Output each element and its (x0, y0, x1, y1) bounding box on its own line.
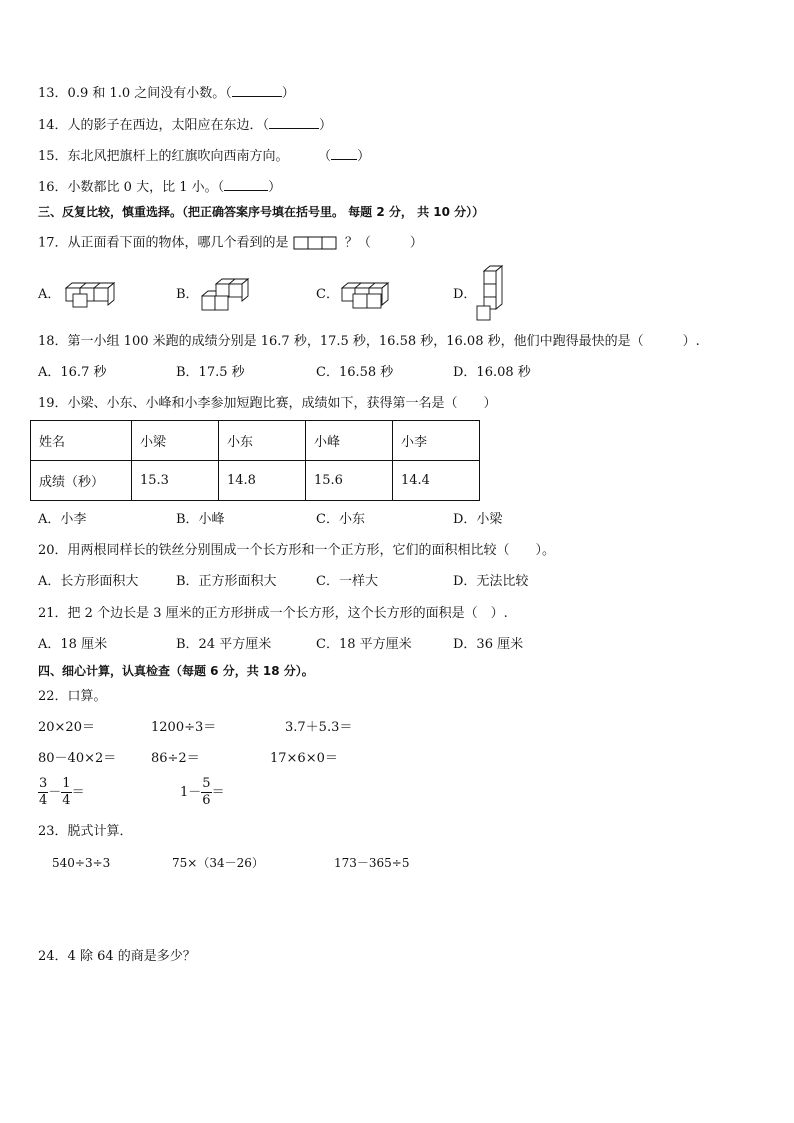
paren-close: ） (281, 86, 295, 101)
calc-item: 86÷2＝ (151, 751, 200, 766)
fraction (201, 776, 211, 809)
option-d: D．无法比较 (453, 574, 529, 589)
question-15 (38, 147, 370, 165)
option-c-label: C． (316, 287, 339, 302)
option-c: C．16.58 秒 (316, 365, 394, 380)
option-d: D．小梁 (453, 512, 503, 527)
three-squares-icon (293, 235, 341, 251)
table-cell: 姓名 (31, 421, 132, 461)
table-cell: 15.3 (132, 461, 219, 501)
question-17-tail: ？（ ） (344, 235, 423, 251)
numerator: 5 (202, 776, 211, 791)
option-c: C．小东 (316, 512, 365, 527)
question-18: 18．第一小组 100 米跑的成绩分别是 16.7 秒，17.5 秒，16.58 秒，16.08 秒，他们中跑得最快的是（ ）. (38, 334, 700, 349)
table-header-row (31, 421, 480, 461)
option-a: A．18 厘米 (38, 637, 108, 652)
equals-sign: ＝ (71, 785, 85, 800)
calc-item: 540÷3÷3 (52, 856, 111, 870)
table-row (31, 461, 480, 501)
question-20: 20．用两根同样长的铁丝分别围成一个长方形和一个正方形，它们的面积相比较（ ）。 (38, 543, 556, 558)
calc-item: 3.7＋5.3＝ (285, 720, 353, 735)
numerator: 3 (39, 776, 48, 791)
question-13 (38, 84, 295, 102)
option-a-label: A． (38, 287, 61, 302)
table-cell: 小峰 (306, 421, 393, 461)
operator: － (48, 785, 62, 800)
question-22: 22．口算。 (38, 689, 107, 704)
table-cell: 小梁 (132, 421, 219, 461)
question-14 (38, 116, 332, 134)
section-3-heading: 三、反复比较，慎重选择。（把正确答案序号填在括号里。 每题 2 分， 共 10 分）） (38, 205, 485, 219)
question-21: 21．把 2 个边长是 3 厘米的正方形拼成一个长方形，这个长方形的面积是（ ）. (38, 606, 508, 621)
fraction-expression-2 (180, 776, 225, 809)
calc-item: 17×6×0＝ (270, 751, 338, 766)
option-d: D．16.08 秒 (453, 365, 531, 380)
question-15-text: 15．东北风把旗杆上的红旗吹向西南方向。 (38, 149, 289, 164)
option-b: B．17.5 秒 (176, 365, 245, 380)
denominator: 6 (202, 793, 211, 808)
answer-blank[interactable] (232, 84, 282, 97)
table-cell: 成绩（秒） (31, 461, 132, 501)
question-13-text: 13．0.9 和 1.0 之间没有小数。（ (38, 86, 232, 101)
question-24: 24．4 除 64 的商是多少？ (38, 949, 196, 964)
answer-blank[interactable] (224, 178, 268, 191)
question-14-text: 14．人的影子在西边，太阳应在东边．（ (38, 118, 270, 133)
calc-item: 75×（34－26） (172, 856, 264, 870)
denominator: 4 (39, 793, 48, 808)
cube-figure-a-icon (62, 280, 122, 310)
table-cell: 小李 (393, 421, 480, 461)
table-cell: 小东 (219, 421, 306, 461)
equals-sign: ＝ (211, 785, 225, 800)
question-16 (38, 178, 281, 196)
option-d: D．36 厘米 (453, 637, 524, 652)
fraction (61, 776, 71, 809)
question-16-text: 16．小数都比 0 大，比 1 小。（ (38, 180, 225, 195)
option-c: C．一样大 (316, 574, 378, 589)
question-19: 19．小梁、小东、小峰和小李参加短跑比赛，成绩如下，获得第一名是（ ） (38, 396, 497, 411)
question-17-text: 17．从正面看下面的物体，哪几个看到的是 (38, 235, 289, 251)
option-c: C．18 平方厘米 (316, 637, 412, 652)
answer-blank[interactable] (331, 147, 357, 160)
cube-figure-c-icon (338, 280, 394, 312)
calc-item: 1200÷3＝ (151, 720, 217, 735)
paren-open: （ (324, 149, 332, 164)
results-table (30, 420, 480, 501)
cube-figure-d-icon (474, 264, 508, 324)
paren-close: ） (319, 118, 333, 133)
option-b: B．小峰 (176, 512, 225, 527)
numerator: 1 (62, 776, 71, 791)
table-cell: 15.6 (306, 461, 393, 501)
option-b: B．正方形面积大 (176, 574, 277, 589)
table-cell: 14.4 (393, 461, 480, 501)
question-23: 23．脱式计算． (38, 824, 133, 839)
option-b-label: B． (176, 287, 199, 302)
answer-blank[interactable] (269, 116, 319, 129)
fraction-expression-1 (38, 776, 85, 809)
denominator: 4 (62, 793, 71, 808)
option-a: A．长方形面积大 (38, 574, 139, 589)
option-a: A．16.7 秒 (38, 365, 107, 380)
fraction (38, 776, 48, 809)
paren-close: ） (268, 180, 282, 195)
paren-close: ） (357, 149, 371, 164)
option-d-label: D． (453, 287, 477, 302)
cube-figure-b-icon (200, 278, 252, 312)
calc-item: 173－365÷5 (334, 856, 410, 870)
calc-item: 80－40×2＝ (38, 751, 117, 766)
question-17 (38, 235, 423, 252)
option-b: B．24 平方厘米 (176, 637, 272, 652)
table-cell: 14.8 (219, 461, 306, 501)
calc-item: 20×20＝ (38, 720, 95, 735)
section-4-heading: 四、细心计算，认真检查（每题 6 分，共 18 分）。 (38, 664, 314, 678)
operand: 1－ (180, 785, 202, 800)
option-a: A．小李 (38, 512, 87, 527)
